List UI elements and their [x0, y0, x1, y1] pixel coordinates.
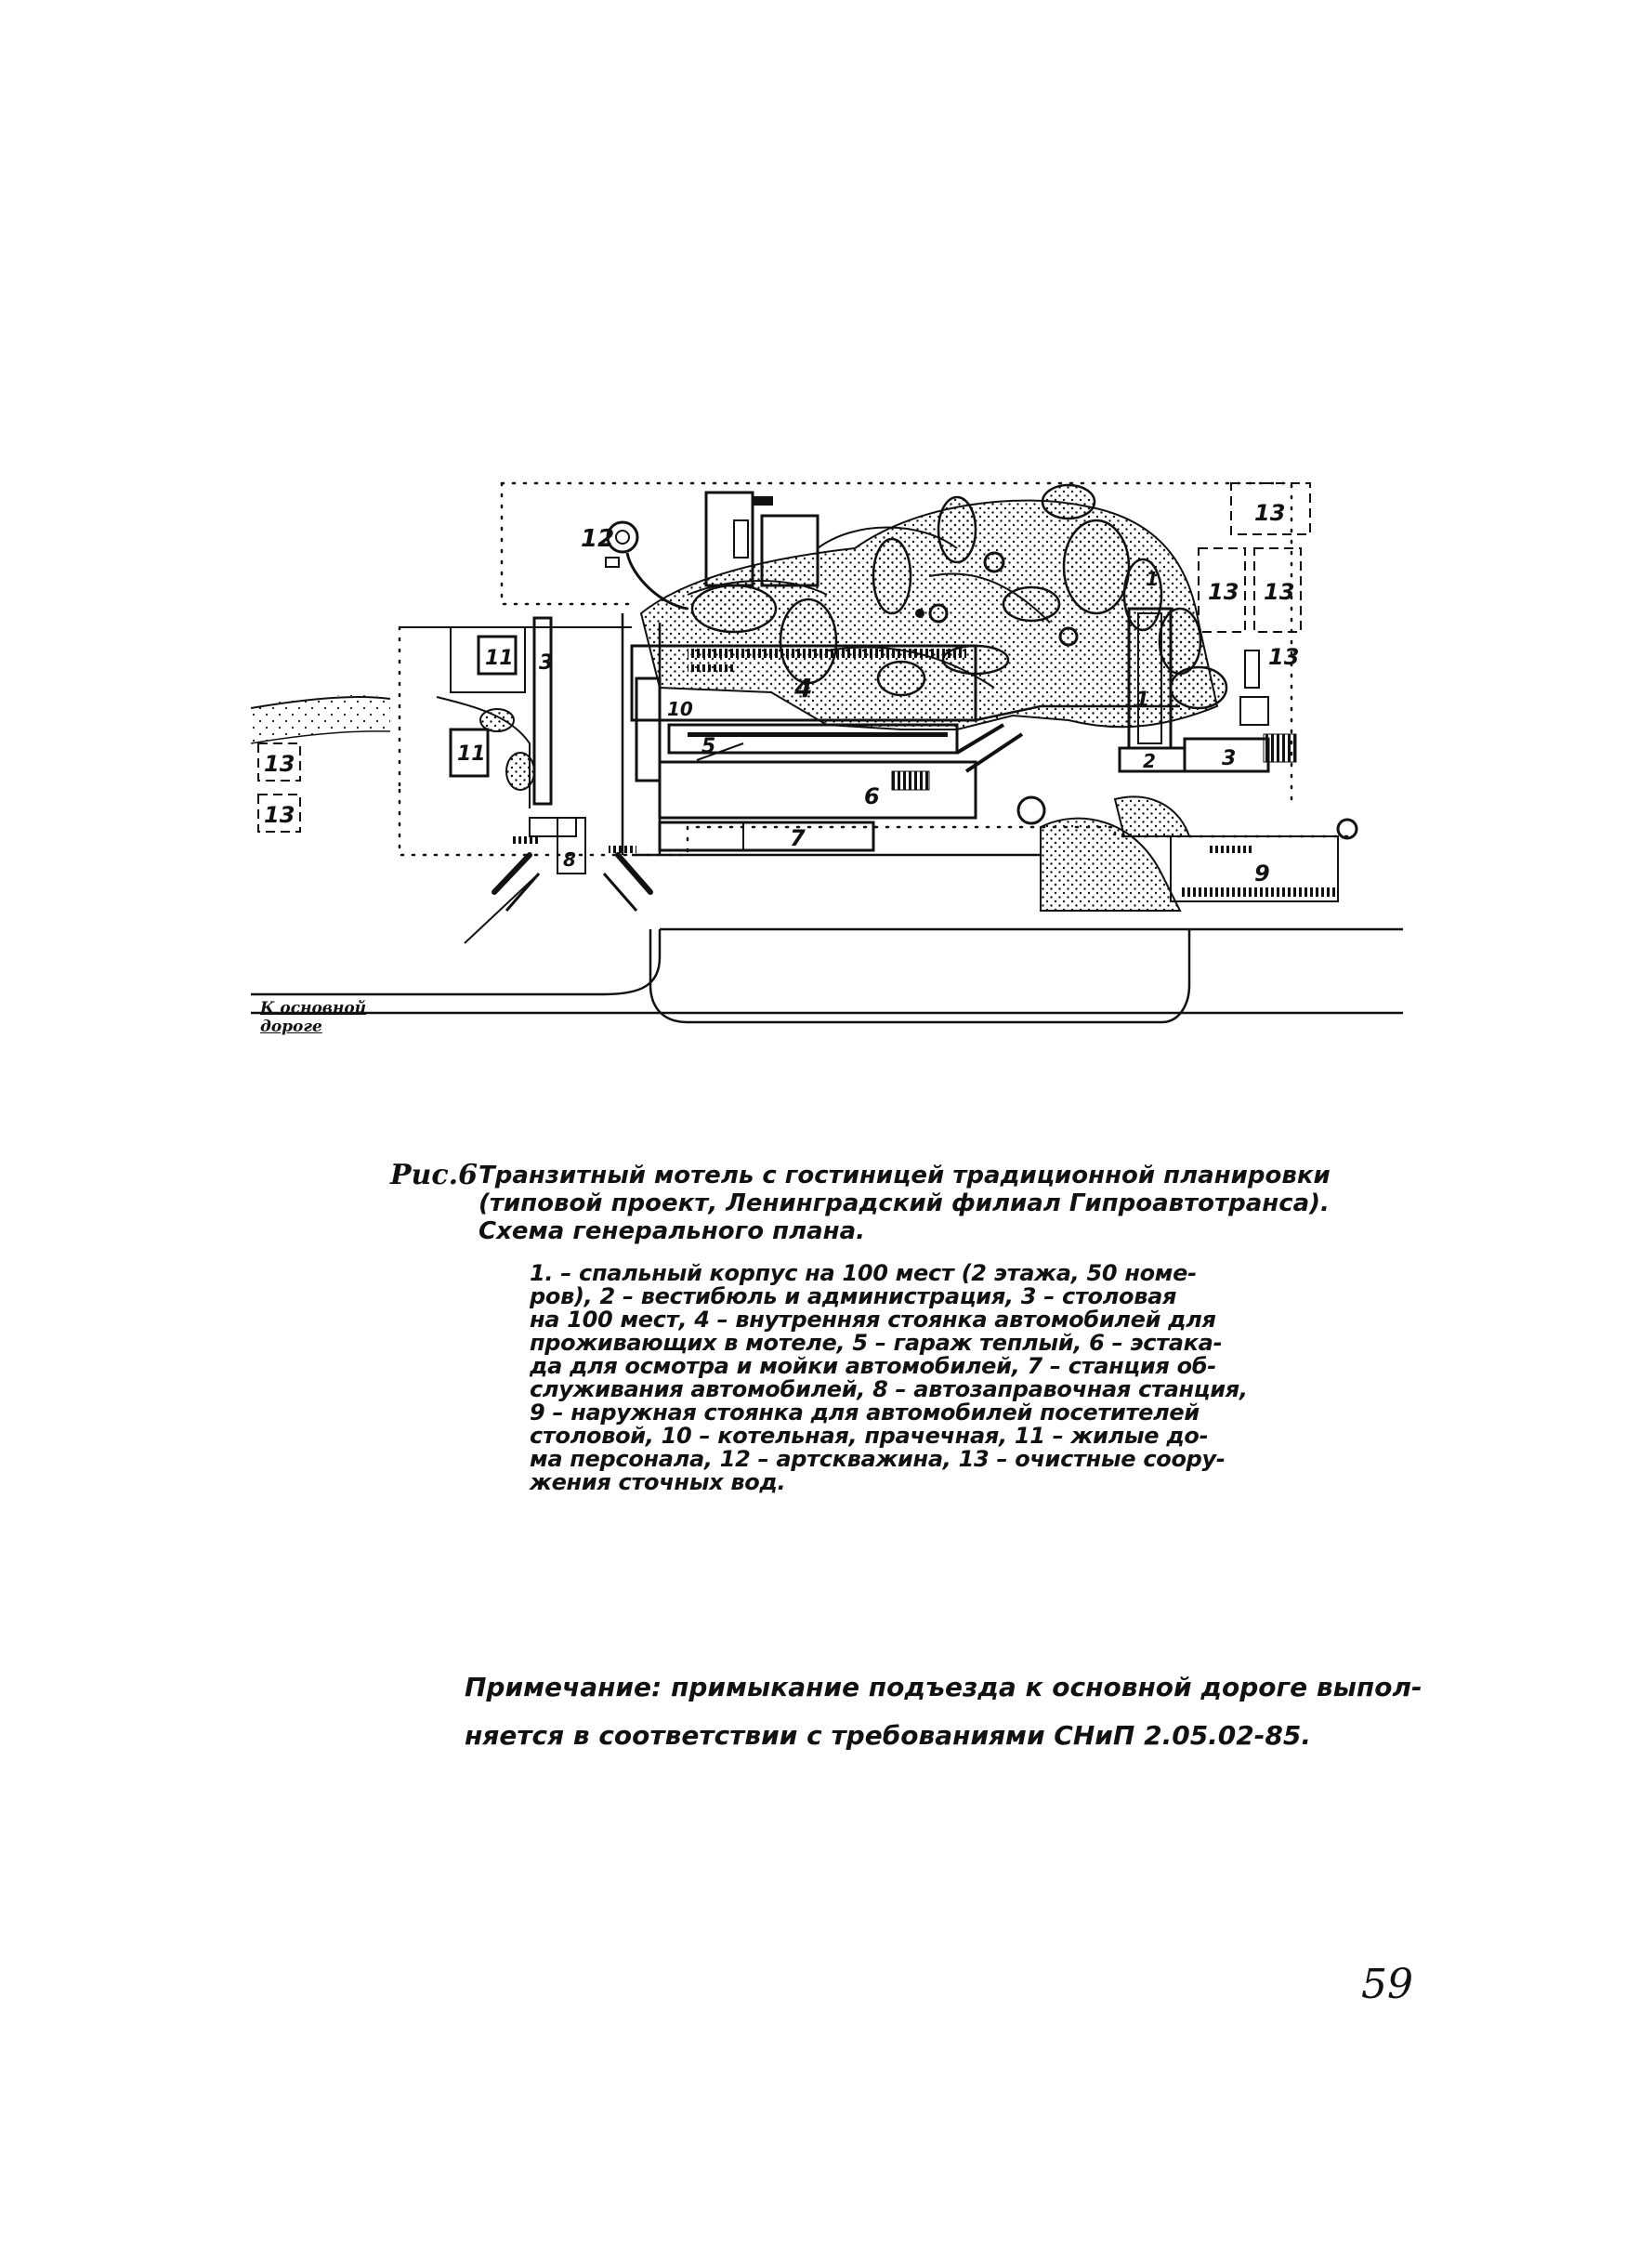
label-13-right: 13: [1268, 644, 1300, 670]
legend-line: столовой, 10 – котельная, прачечная, 11 – жилые до-: [530, 1423, 1209, 1449]
label-3-right: 3: [1222, 747, 1237, 770]
label-11-a: 11: [485, 647, 514, 670]
title-line: (типовой проект, Ленинградский филиал Гипроавтотранса).: [479, 1189, 1330, 1217]
label-4: 4: [794, 673, 813, 703]
site-plan-drawing: [251, 465, 1403, 1097]
legend-line: служивания автомобилей, 8 – автозаправочная станция,: [530, 1376, 1248, 1402]
title-line: Схема генерального плана.: [479, 1217, 866, 1245]
label-3-left: 3: [539, 651, 554, 675]
label-6: 6: [864, 783, 880, 809]
note-block: [465, 1663, 1423, 1760]
figure-number: Рис.6: [390, 1159, 478, 1191]
note-line: Примечание: примыкание подъезда к основной дороге выпол-: [465, 1672, 1423, 1702]
label-13-left-b: 13: [264, 802, 295, 828]
road-label-line-1: К основной: [260, 999, 367, 1018]
label-12: 12: [581, 525, 615, 553]
legend-line: 1. – спальный корпус на 100 мест (2 этажа, 50 номе-: [530, 1260, 1197, 1286]
site-plan-figure: [251, 465, 1403, 1097]
access-road: [251, 929, 1403, 1013]
label-1-main: 1: [1135, 689, 1150, 712]
label-2: 2: [1143, 750, 1156, 772]
figure-legend: [530, 1262, 1319, 1494]
legend-line: 9 – наружная стоянка для автомобилей посетителей: [530, 1399, 1200, 1426]
label-13-left-a: 13: [264, 751, 295, 777]
legend-line: проживающих в мотеле, 5 – гараж теплый, 6 – эстака-: [530, 1330, 1223, 1356]
label-9: 9: [1254, 861, 1270, 887]
label-5: 5: [701, 735, 716, 758]
label-11-b: 11: [457, 742, 486, 766]
legend-line: ров), 2 – вестибюль и администрация, 3 – столовая: [530, 1283, 1177, 1309]
title-line: Транзитный мотель с гостиницей традиционной планировки: [479, 1162, 1331, 1189]
note-line: няется в соответствии с требованиями СНиП 2.05.02-85.: [465, 1720, 1311, 1751]
legend-line: жения сточных вод.: [530, 1469, 786, 1495]
label-13-mid-right: 13: [1264, 579, 1295, 605]
boiler-10: [636, 678, 660, 781]
figure-title: [479, 1162, 1338, 1245]
legend-line: на 100 мест, 4 – внутренняя стоянка автомобилей для: [530, 1307, 1216, 1333]
label-8: 8: [563, 848, 576, 871]
road-label: [260, 999, 400, 1036]
label-10: 10: [667, 698, 693, 720]
page-number: 59: [1361, 1961, 1413, 2008]
figure-caption: [390, 1159, 1338, 1495]
label-1-marker: 1: [1146, 568, 1159, 590]
label-13-top: 13: [1254, 500, 1286, 526]
label-7: 7: [790, 825, 806, 851]
left-dotted-area: [251, 695, 390, 743]
legend-line: ма персонала, 12 – артскважина, 13 – очистные соору-: [530, 1446, 1226, 1472]
legend-line: да для осмотра и мойки автомобилей, 7 – станция об-: [530, 1353, 1216, 1379]
label-13-mid-left: 13: [1208, 579, 1239, 605]
road-label-line-2: дороге: [260, 1018, 322, 1036]
